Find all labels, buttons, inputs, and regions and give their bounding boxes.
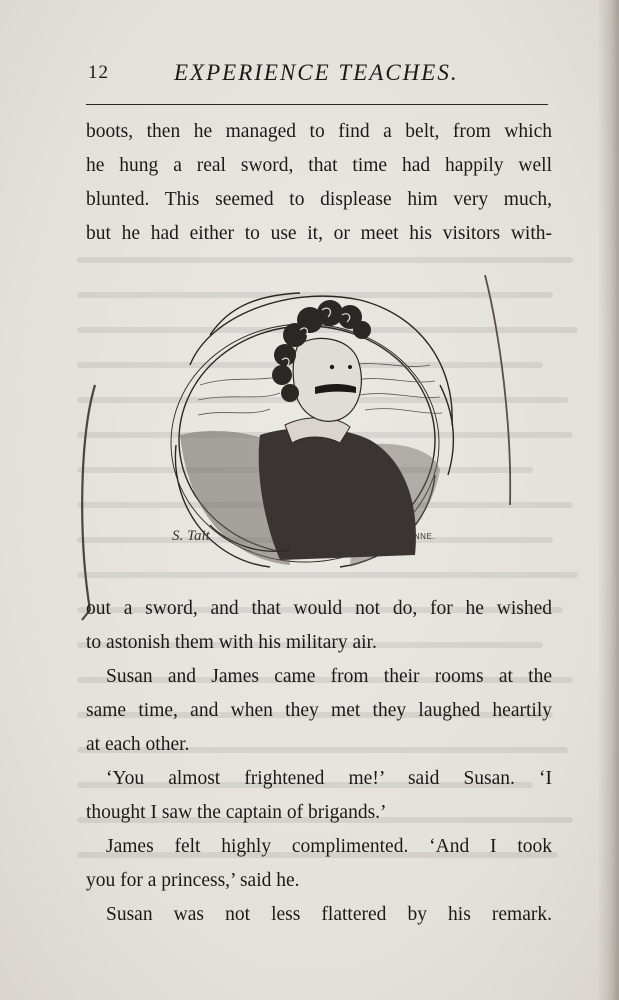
text-line: but he had either to use it, or meet his visitors with- <box>86 223 552 244</box>
page-number: 12 <box>88 62 109 83</box>
body-text-top <box>86 115 552 251</box>
engraver-credit: MINNE. <box>404 532 435 541</box>
running-head: EXPERIENCE TEACHES. <box>174 60 459 85</box>
body-text-bottom <box>86 592 552 932</box>
text-line: out a sword, and that would not do, for he wished <box>86 598 552 619</box>
artist-signature: S. Tait <box>172 528 210 544</box>
text-line: he hung a real sword, that time had happily well <box>86 155 552 176</box>
page-header <box>88 62 548 94</box>
engraved-portrait-illustration <box>60 275 540 630</box>
text-line: Susan and James came from their rooms at the <box>106 666 552 687</box>
text-line: at each other. <box>86 734 190 755</box>
page-edge-shadow <box>597 0 619 1000</box>
text-line: Susan was not less flattered by his remark. <box>106 904 552 925</box>
header-rule <box>86 104 548 105</box>
text-line: thought I saw the captain of brigands.’ <box>86 802 387 823</box>
text-line: ‘You almost frightened me!’ said Susan. ‘I <box>106 768 552 789</box>
text-line: boots, then he managed to find a belt, from which <box>86 121 552 142</box>
text-line: James felt highly complimented. ‘And I took <box>106 836 552 857</box>
text-line: you for a princess,’ said he. <box>86 870 300 891</box>
text-line: blunted. This seemed to displease him very much, <box>86 189 552 210</box>
text-line: same time, and when they met they laughed heartily <box>86 700 552 721</box>
text-line: to astonish them with his military air. <box>86 632 377 653</box>
